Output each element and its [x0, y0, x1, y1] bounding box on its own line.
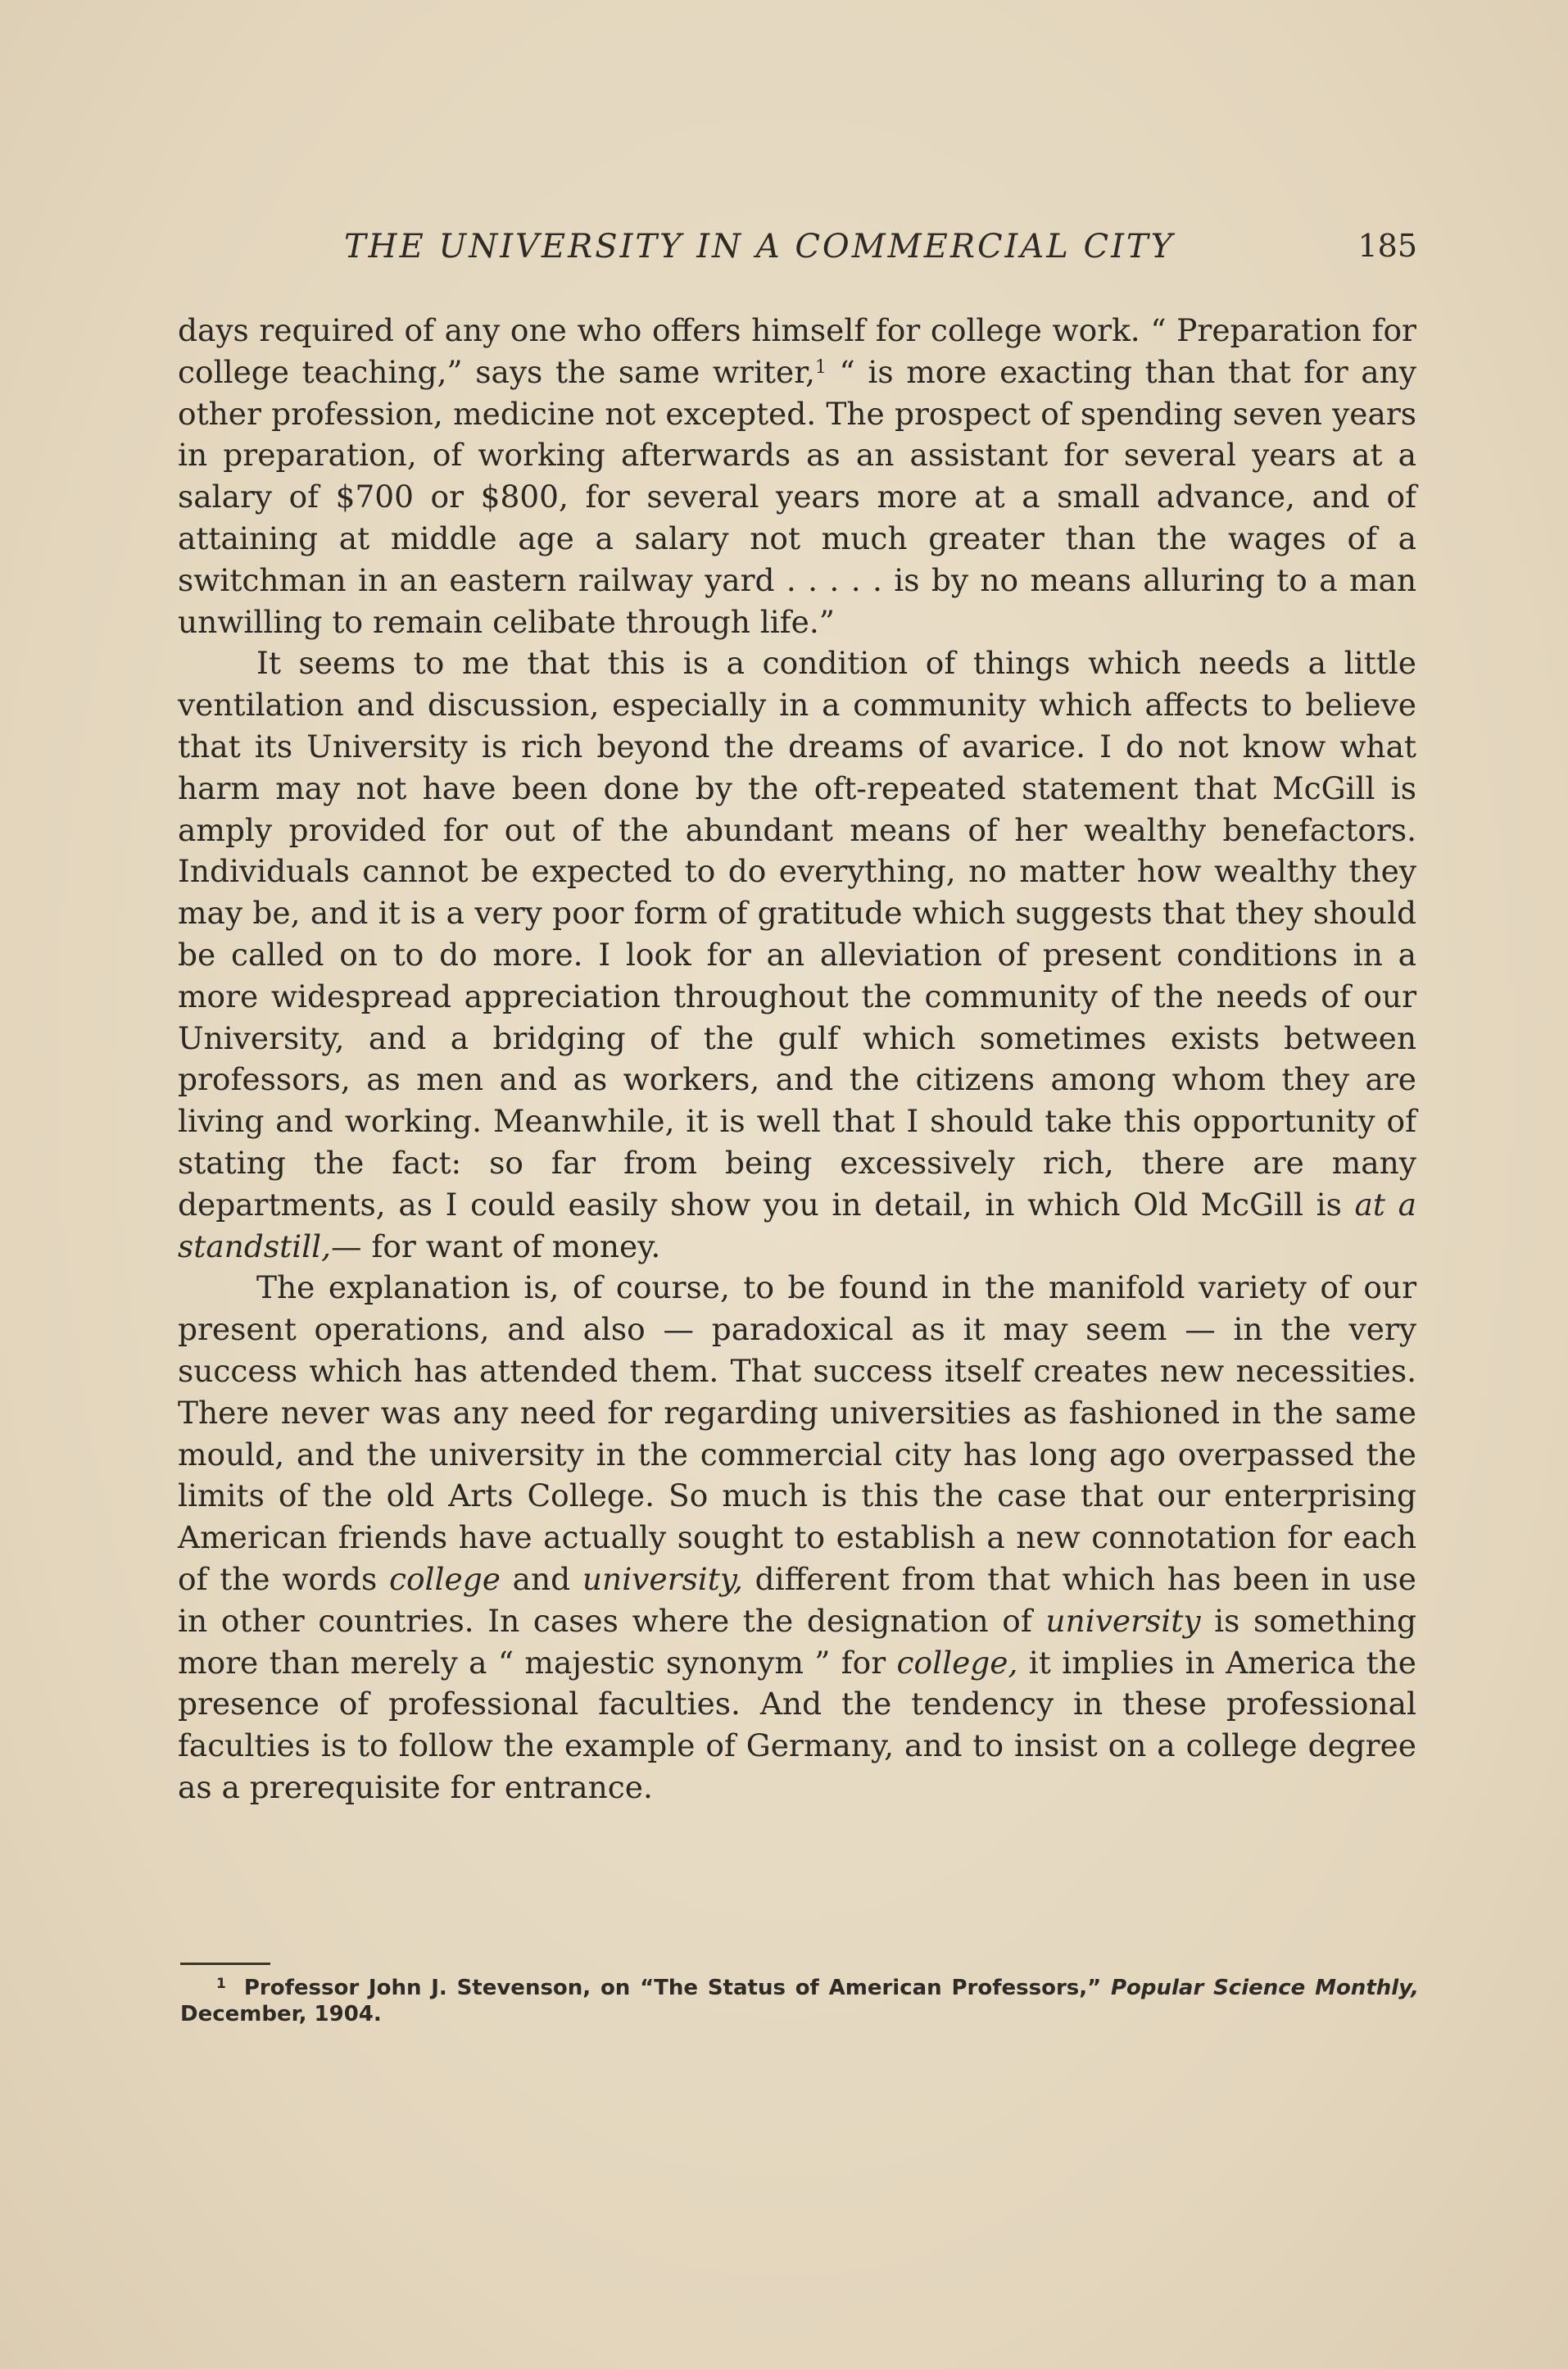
footnote-text: Professor John J. Stevenson, on “The Status of American Professors,”: [243, 1976, 1111, 2000]
paragraph-3-text-d: is something more than merely a “ majestic synonym ” for: [178, 1602, 1416, 1681]
paragraph-1-text-b: “ is more exacting than that for any other profession, medicine not excepted. The prospect of spending seven years in preparation, of working afterwards as an assistant for several years at a salary of $700 or $800, for several years more at a small advance, and of attaining at middle age a salary not much greater than the wages of a switchman in an eastern railway yard . . . . . is by no means alluring to a man unwilling to remain celibate through life.”: [178, 353, 1416, 640]
footnote-source: Popular Science Monthly,: [1110, 1976, 1419, 2000]
paragraph-3-text-c: different from that which has been in use in other countries. In cases where the designation of: [178, 1560, 1416, 1639]
paragraph-3: [178, 1267, 1416, 1808]
running-title: THE UNIVERSITY IN A COMMERCIAL CITY: [344, 228, 1176, 265]
paragraph-2-text-a: It seems to me that this is a condition of things which needs a little ventilation and discussion, especially in a community which affects to believe that its University is rich beyond the dreams of avarice. I do not know what harm may not have been done by the oft-repeated statement that McGill is amply provided for out of the abundant means of her wealthy benefactors. Individuals cannot be expected to do everything, no matter how wealthy they may be, and it is a very poor form of gratitude which suggests that they should be called on to do more. I look for an alleviation of present conditions in a more widespread appreciation throughout the community of the needs of our University, and a bridging of the gulf which sometimes exists between professors, as men and as workers, and the citizens among whom they are living and working. Meanwhile, it is well that I should take this opportunity of stating the fact: so far from being excessively rich, there are many departments, as I could easily show you in detail, in which Old McGill is: [178, 645, 1416, 1223]
footnote-reference: 1: [814, 356, 827, 378]
paragraph-3-emphasis-university-2: university: [1045, 1602, 1201, 1639]
footnote-marker: 1: [216, 1976, 226, 1992]
paragraph-1-text-a: days required of any one who offers himself for college work. “ Preparation for college teaching,” says the same writer,: [178, 312, 1416, 390]
footnote-divider: [180, 1963, 270, 1965]
paragraph-2-text-b: — for want of money.: [331, 1228, 661, 1264]
paragraph-3-text-b: and: [500, 1560, 582, 1597]
paragraph-2: [178, 642, 1416, 1267]
footnote: [180, 1975, 1419, 2027]
page-number: 185: [1357, 228, 1417, 264]
paragraph-3-emphasis-college-2: college,: [896, 1644, 1018, 1681]
running-head: [180, 228, 1417, 277]
paragraph-3-text-e: it implies in America the presence of professional faculties. And the tendency in these professional faculties is to follow the example of Germany, and to insist on a college degree as a prerequisite for entrance.: [178, 1644, 1416, 1805]
paragraph-3-text-a: The explanation is, of course, to be found in the manifold variety of our present operations, and also — paradoxical as it may seem — in the very success which has attended them. That success itself creates new necessities. There never was any need for regarding universities as fashioned in the same mould, and the university in the commercial city has long ago overpassed the limits of the old Arts College. So much is this the case that our enterprising American friends have actually sought to establish a new connotation for each of the words: [178, 1269, 1416, 1597]
body-text: [178, 310, 1416, 1809]
paragraph-1: [178, 310, 1416, 642]
footnote-date: December, 1904.: [180, 2002, 382, 2026]
paragraph-3-emphasis-college: college: [388, 1560, 501, 1597]
paragraph-2-emphasis: at a standstill,: [178, 1186, 1416, 1264]
paragraph-3-emphasis-university: university,: [582, 1560, 743, 1597]
